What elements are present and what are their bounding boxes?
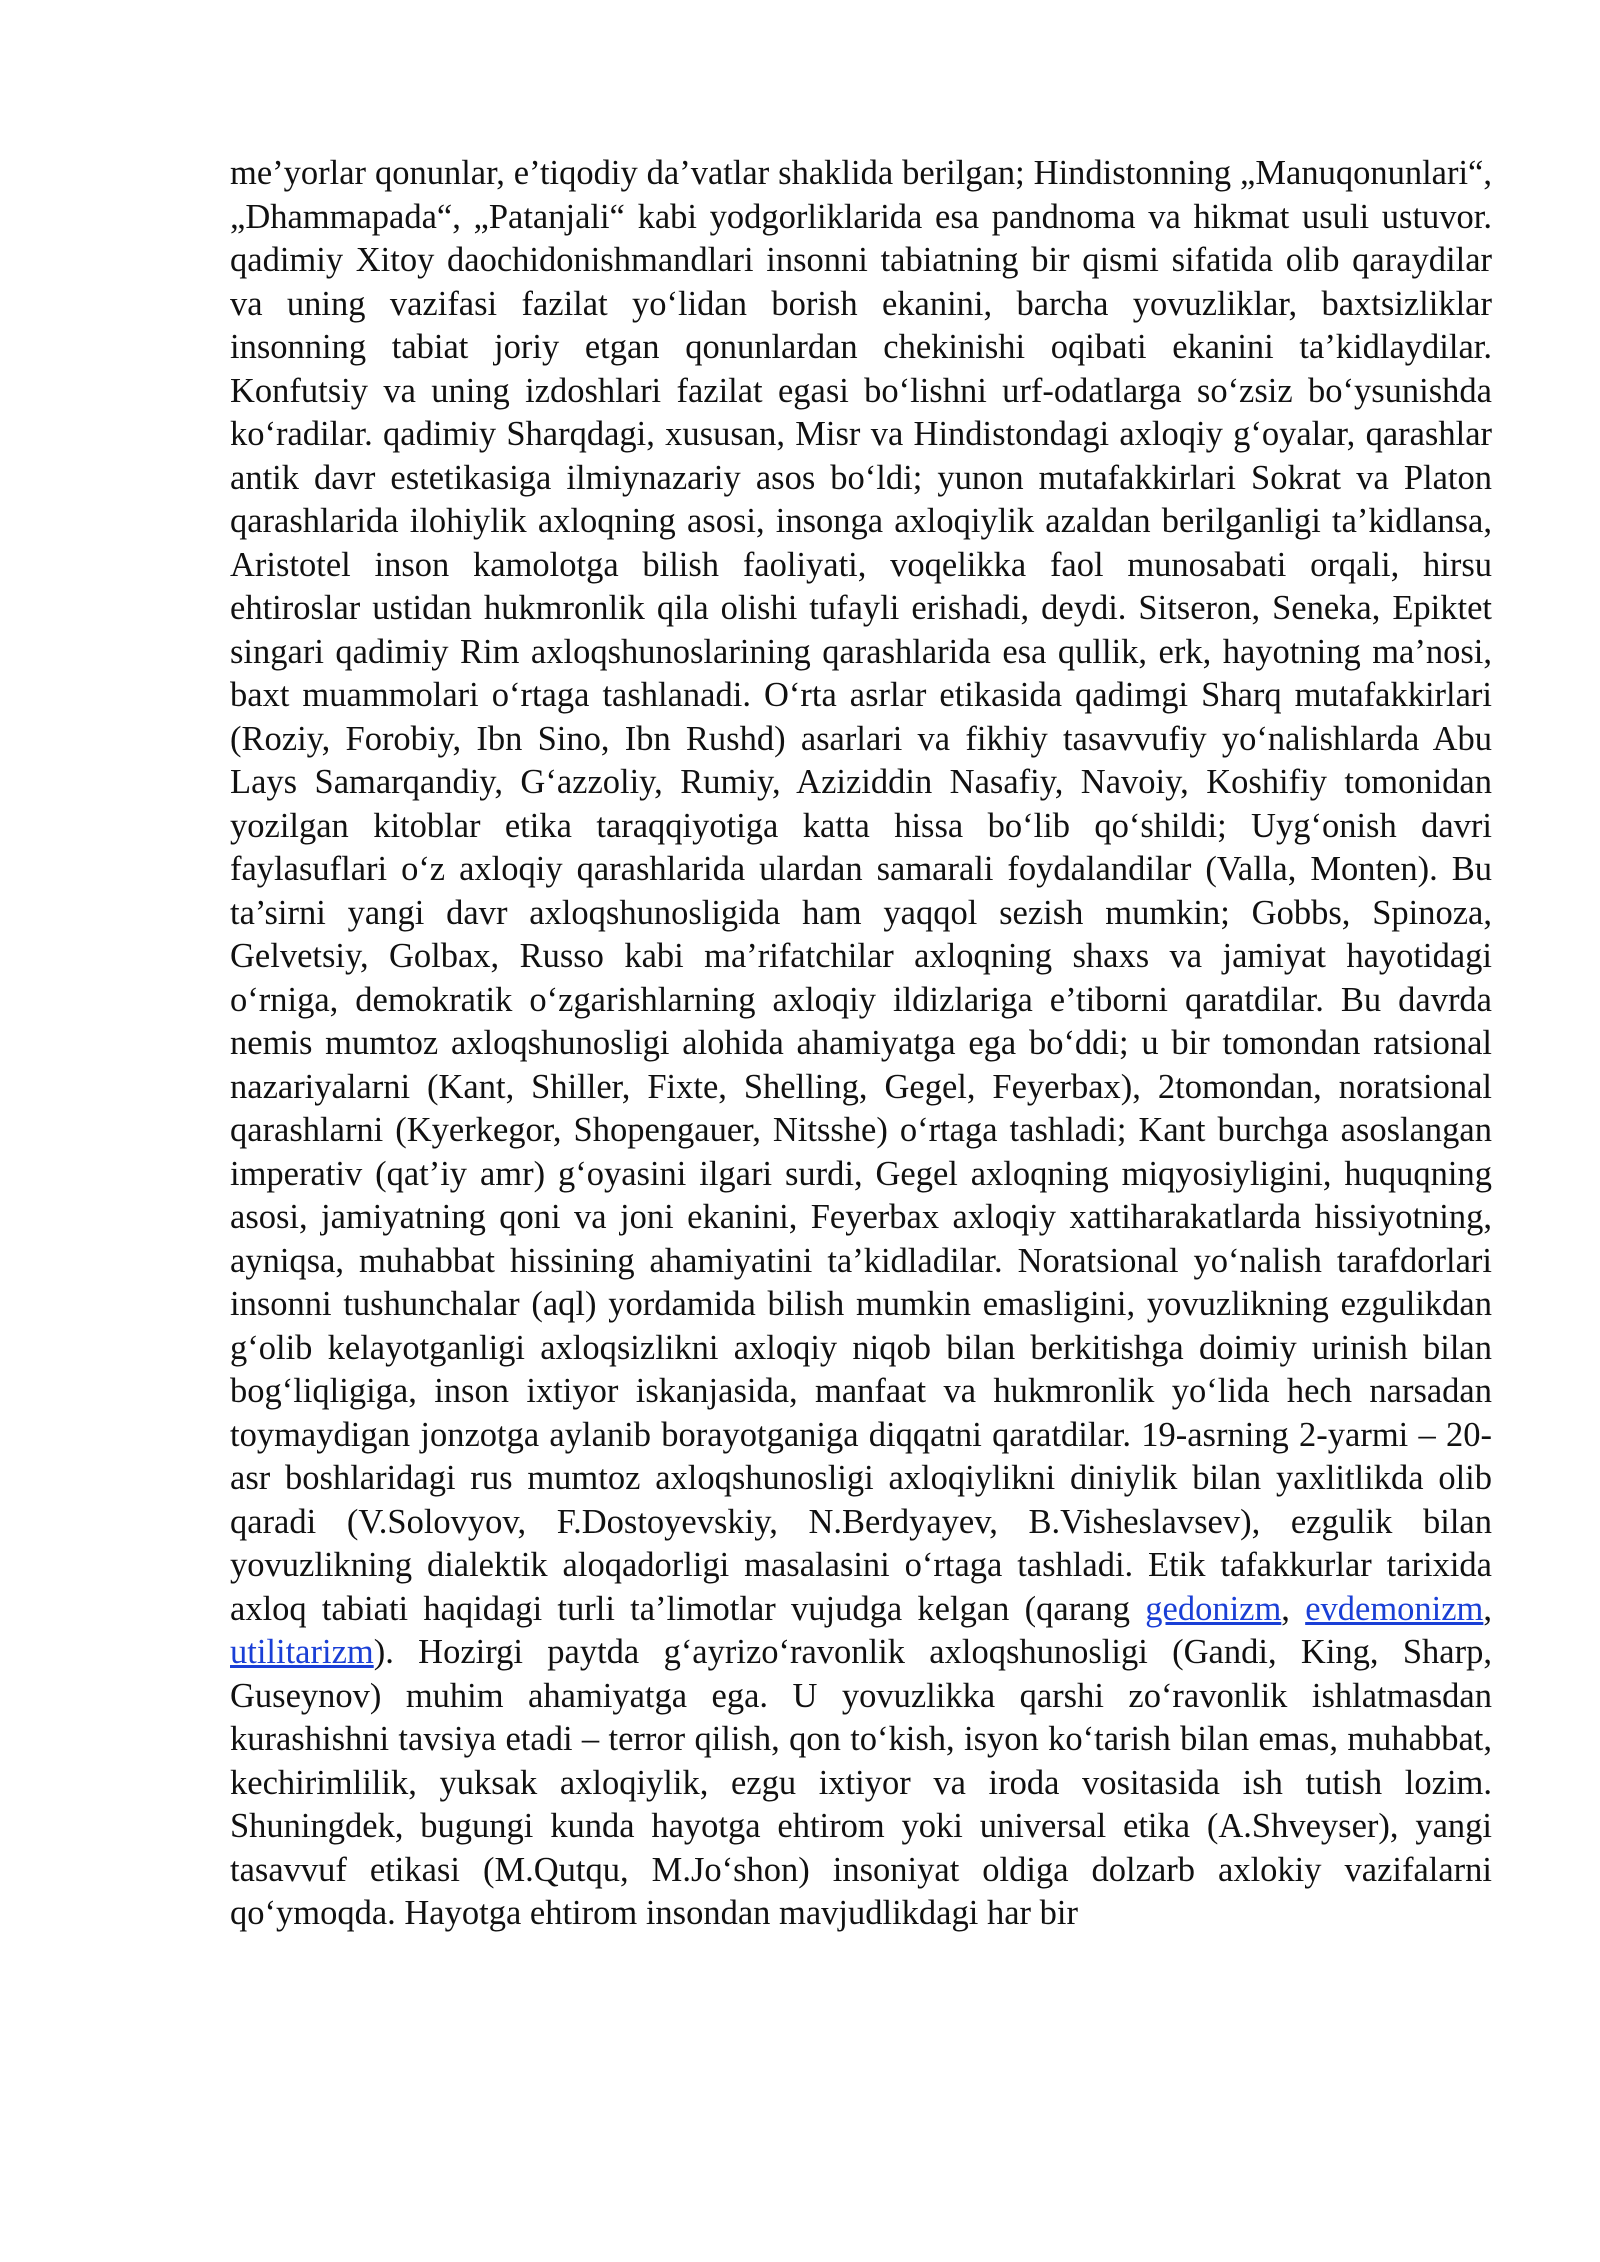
link-separator-1: , <box>1281 1589 1306 1628</box>
paragraph-text-part-1: me’yorlar qonunlar, e’tiqodiy da’vatlar shaklida berilgan; Hindistonning „Manuqonunlari“, „Dhammapada“, „Patanjali“ kabi yodgorliklarida esa pandnoma va hikmat usuli ustuvor. qadimiy Xitoy daochidonishmandlari insonni tabiatning bir qismi sifatida olib qaraydilar va uning vazifasi fazilat yo‘lidan borish ekanini, barcha yovuzliklar, baxtsizliklar insonning tabiat joriy etgan qonunlardan chekinishi oqibati ekanini ta’kidlaydilar. Konfutsiy va uning izdoshlari fazilat egasi bo‘lishni urf-odatlarga so‘zsiz bo‘ysunishda ko‘radilar. qadimiy Sharqdagi, xususan, Misr va Hindistondagi axloqiy g‘oyalar, qarashlar antik davr estetikasiga ilmiynazariy asos bo‘ldi; yunon mutafakkirlari Sokrat va Platon qarashlarida ilohiylik axloqning asosi, insonga axloqiylik azaldan berilganligi ta’kidlansa, Aristotel inson kamolotga bilish faoliyati, voqelikka faol munosabati orqali, hirsu ehtiroslar ustidan hukmronlik qila olishi tufayli erishadi, deydi. Sitseron, Seneka, Epiktet singari qadimiy Rim axloqshunoslarining qarashlarida esa qullik, erk, hayotning ma’nosi, baxt muammolari o‘rtaga tashlanadi. O‘rta asrlar etikasida qadimgi Sharq mutafakkirlari (Roziy, Forobiy, Ibn Sino, Ibn Rushd) asarlari va fikhiy tasavvufiy yo‘nalishlarda Abu Lays Samarqandiy, G‘azzoliy, Rumiy, Aziziddin Nasafiy, Navoiy, Koshifiy tomonidan yozilgan kitoblar etika taraqqiyotiga katta hissa bo‘lib qo‘shildi; Uyg‘onish davri faylasuflari o‘z axloqiy qarashlarida ulardan samarali foydalandilar (Valla, Monten). Bu ta’sirni yangi davr axloqshunosligida ham yaqqol sezish mumkin; Gobbs, Spinoza, Gelvetsiy, Golbax, Russo kabi ma’rifatchilar axloqning shaxs va jamiyat hayotidagi o‘rniga, demokratik o‘zgarishlarning axloqiy ildizlariga e’tiborni qaratdilar. Bu davrda nemis mumtoz axloqshunosligi alohida ahamiyatga ega bo‘ddi; u bir tomondan ratsional nazariyalarni (Kant, Shiller, Fixte, Shelling, Gegel, Feyerbax), 2tomondan, noratsional qarashlarni (Kyerkegor, Shopengauer, Nitsshe) o‘rtaga tashladi; Kant burchga asoslangan imperativ (qat’iy amr) g‘oyasini ilgari surdi, Gegel axloqning miqyosiyligini, huquqning asosi, jamiyatning qoni va joni ekanini, Feyerbax axloqiy xattiharakatlarda hissiyotning, ayniqsa, muhabbat hissining ahamiyatini ta’kidladilar. Noratsional yo‘nalish tarafdorlari insonni tushunchalar (aql) yordamida bilish mumkin emasligini, yovuzlikning ezgulikdan g‘olib kelayotganligi axloqsizlikni axloqiy niqob bilan berkitishga doimiy urinish bilan bog‘liqligiga, inson ixtiyor iskanjasida, manfaat va hukmronlik yo‘lida hech narsadan toymaydigan jonzotga aylanib borayotganiga diqqatni qaratdilar. 19-asrning 2-yarmi – 20-asr boshlaridagi rus mumtoz axloqshunosligi axloqiylikni diniylik bilan yaxlitlikda olib qaradi (V.Solovyov, F.Dostoyevskiy, N.Berdyayev, B.Visheslavsev), ezgulik bilan yovuzlikning dialektik aloqadorligi masalasini o‘rtaga tashladi. Etik tafakkurlar tarixida axloq tabiati haqidagi turli ta’limotlar vujudga kelgan (qarang <box>230 154 1492 1628</box>
link-utilitarizm[interactable]: utilitarizm <box>230 1633 374 1671</box>
link-evdemonizm[interactable]: evdemonizm <box>1305 1589 1484 1628</box>
document-page <box>230 152 1492 1936</box>
link-separator-2: , <box>1483 1589 1493 1628</box>
paragraph-text-part-2: ). Hozirgi paytda g‘ayrizo‘ravonlik axloqshunosligi (Gandi, King, Sharp, Guseynov) muhim ahamiyatga ega. U yovuzlikka qarshi zo‘ravonlik ishlatmasdan kurashishni tavsiya etadi – terror qilish, qon to‘kish, isyon ko‘tarish bilan emas, muhabbat, kechirimlilik, yuksak axloqiylik, ezgu ixtiyor va iroda vositasida ish tutish lozim. Shuningdek, bugungi kunda hayotga ehtirom yoki universal etika (A.Shveyser), yangi tasavvuf etikasi (M.Qutqu, M.Jo‘shon) insoniyat oldiga dolzarb axlokiy vazifalarni qo‘ymoqda. Hayotga ehtirom insondan mavjudlikdagi har bir <box>230 1633 1492 1932</box>
body-paragraph <box>230 152 1492 1936</box>
link-gedonizm[interactable]: gedonizm <box>1145 1589 1282 1628</box>
